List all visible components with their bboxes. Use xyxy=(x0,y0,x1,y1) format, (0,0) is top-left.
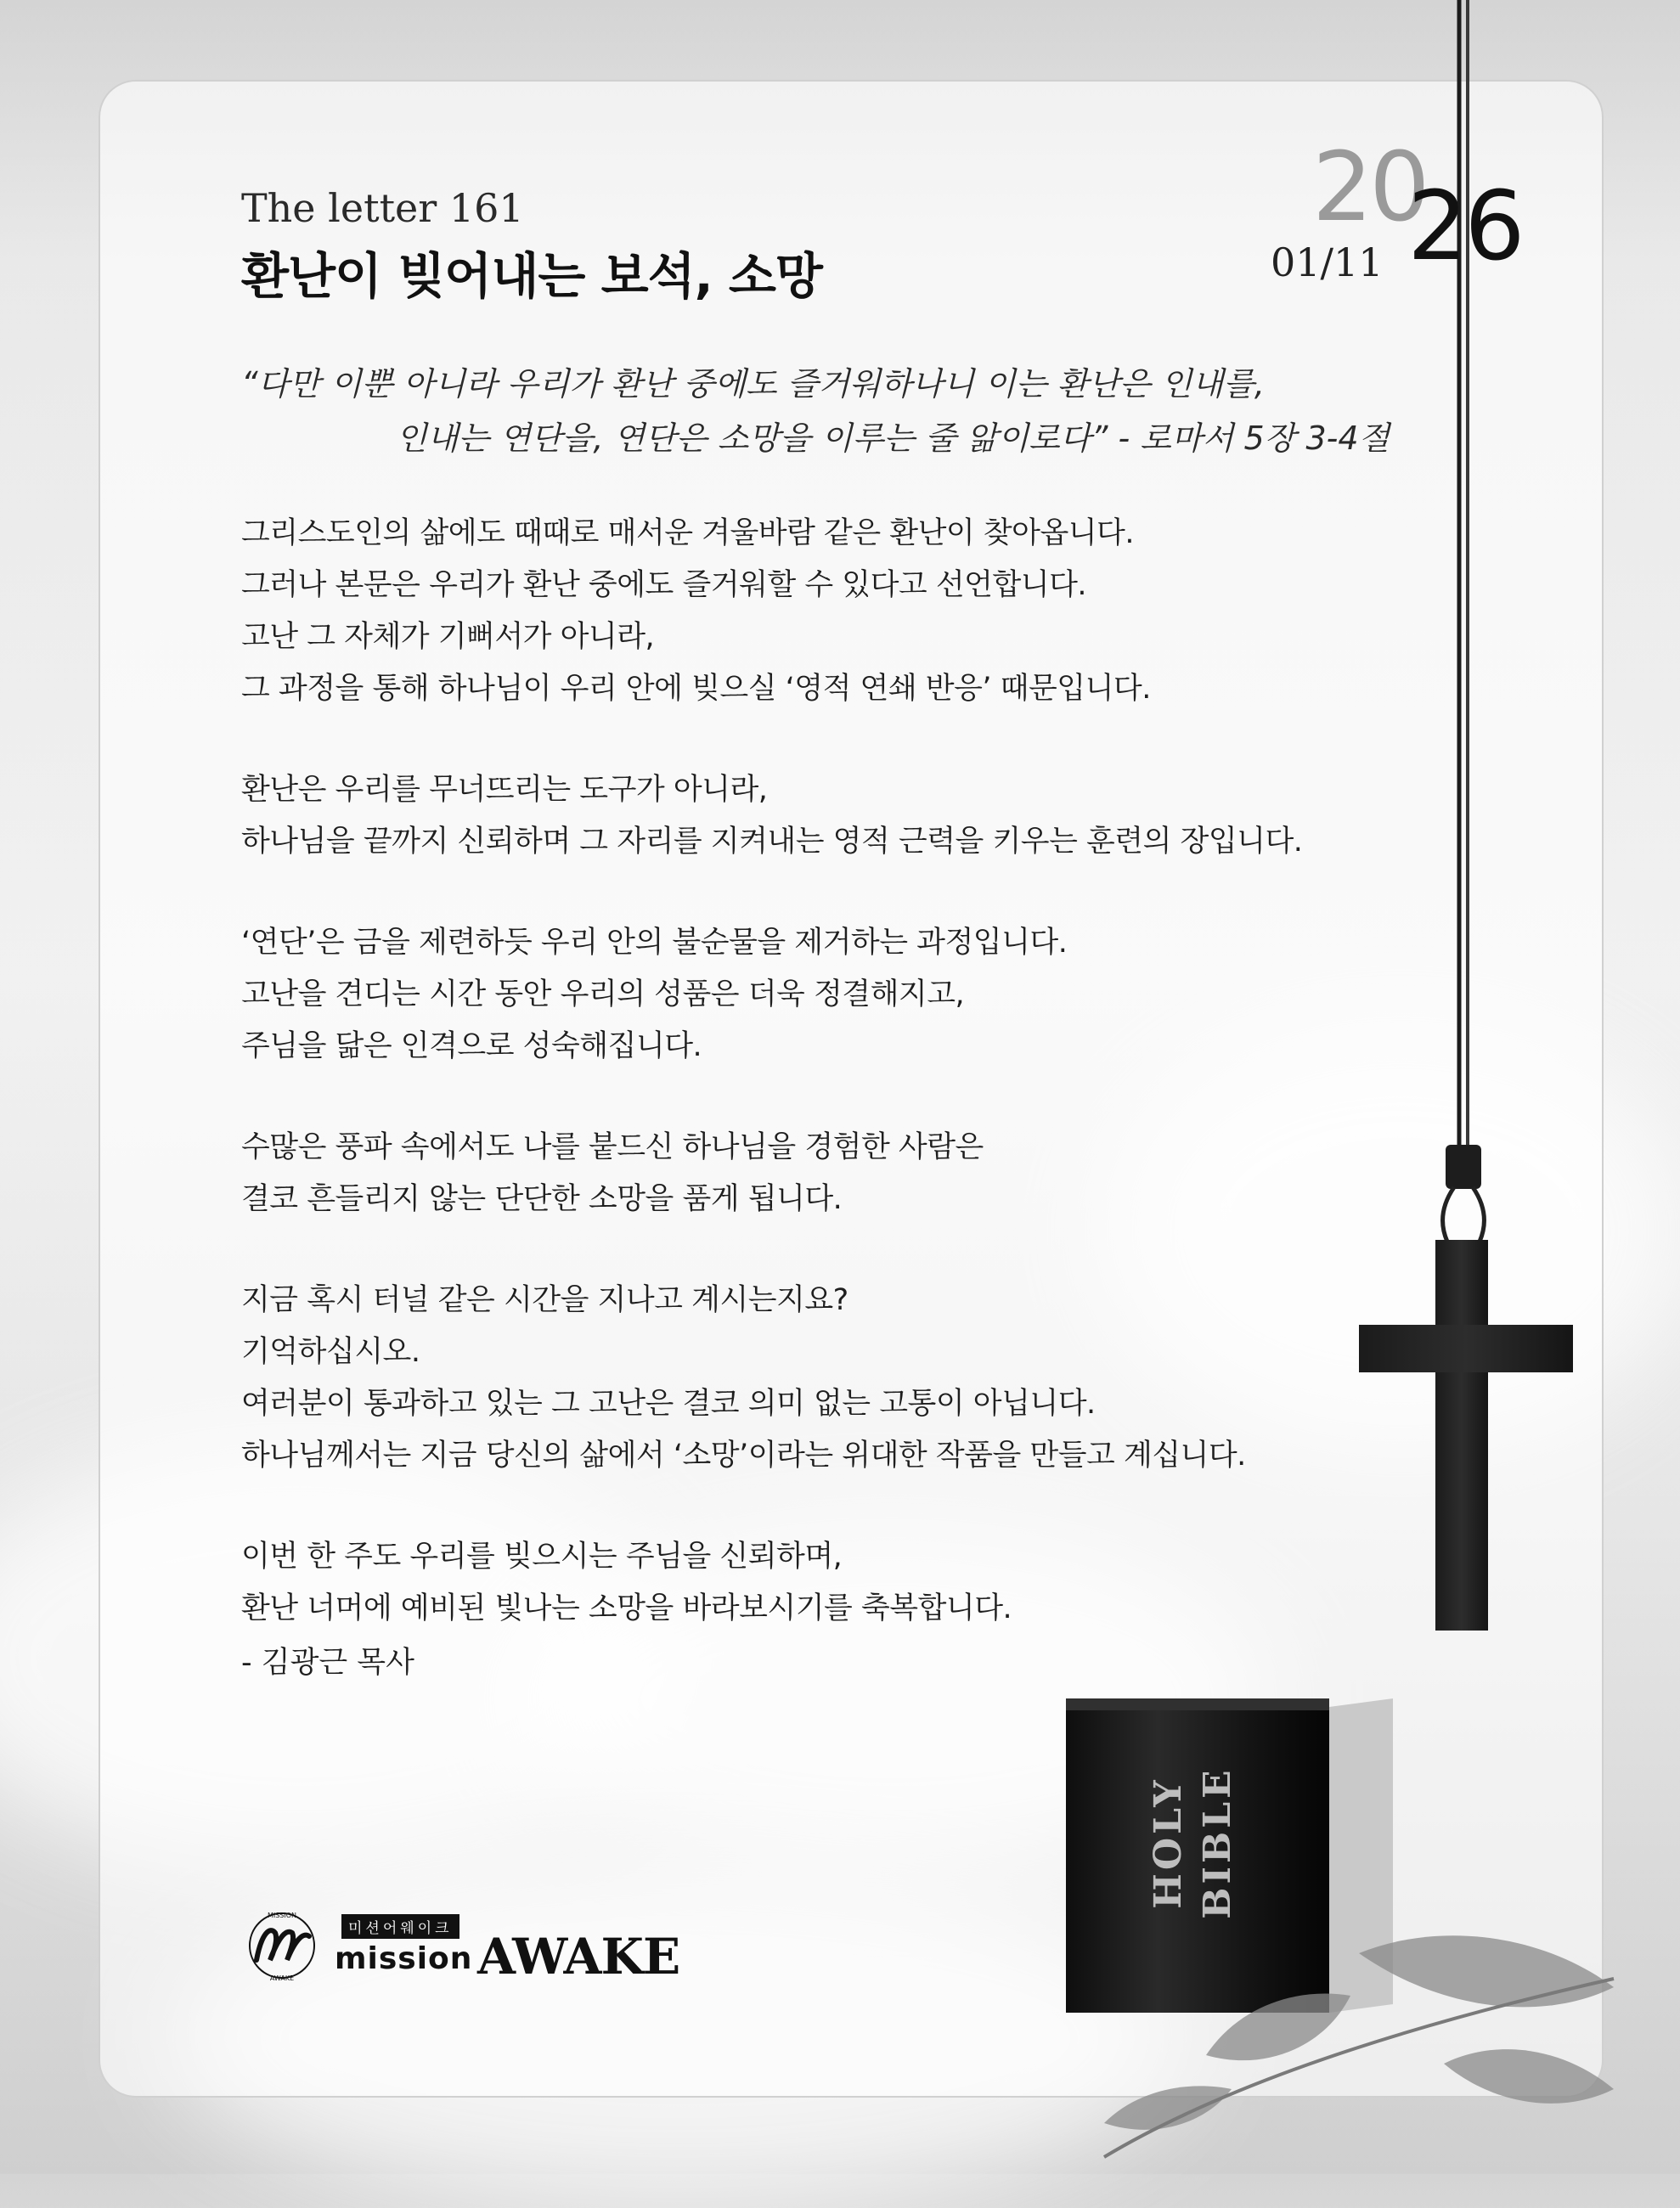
body-line: 하나님을 끝까지 신뢰하며 그 자리를 지켜내는 영적 근력을 키우는 훈련의 장입니다. xyxy=(241,825,1303,859)
body-line: 고난 그 자체가 기뻐서가 아니라, xyxy=(241,620,655,654)
body-line: 고난을 견디는 시간 동안 우리의 성품은 더욱 정결해지고, xyxy=(241,977,965,1011)
letter-number: The letter 161 xyxy=(241,185,524,231)
letter-body xyxy=(241,508,1413,1684)
body-line: 지금 혹시 터널 같은 시간을 지나고 계시는지요? xyxy=(241,1283,848,1317)
body-line: 하나님께서는 지금 당신의 삶에서 ‘소망’이라는 위대한 작품을 만들고 계십니다. xyxy=(241,1439,1246,1473)
paragraph xyxy=(241,508,1413,715)
letter-date: 01/11 xyxy=(1271,239,1384,285)
svg-text:AWAKE: AWAKE xyxy=(269,1974,295,1982)
logo-emblem-icon xyxy=(241,1907,326,1984)
body-line: 주님을 닮은 인격으로 성숙해집니다. xyxy=(241,1029,702,1063)
body-line: 기억하십시오. xyxy=(241,1335,420,1369)
body-line: ‘연단’은 금을 제련하듯 우리 안의 불순물을 제거하는 과정입니다. xyxy=(241,926,1068,960)
body-line: 그러나 본문은 우리가 환난 중에도 즐거워할 수 있다고 선언합니다. xyxy=(241,568,1087,602)
body-line: 결코 흔들리지 않는 단단한 소망을 품게 됩니다. xyxy=(241,1182,843,1216)
verse-line: 인내는 연단을, 연단은 소망을 이루는 줄 앎이로다” - 로마서 5장 3-4절 xyxy=(396,420,1390,457)
body-line: 여러분이 통과하고 있는 그 고난은 결코 의미 없는 고통이 아닙니다. xyxy=(241,1387,1096,1421)
verse-line: “다만 이뿐 아니라 우리가 환난 중에도 즐거워하나니 이는 환난은 인내를, xyxy=(241,365,1266,403)
signature: - 김광근 목사 xyxy=(241,1646,414,1680)
logo-korean-label: 미션어웨이크 xyxy=(341,1914,459,1939)
svg-text:MISSION: MISSION xyxy=(267,1912,297,1919)
paragraph xyxy=(241,1275,1413,1482)
body-line: 그리스도인의 삶에도 때때로 매서운 겨울바람 같은 환난이 찾아옵니다. xyxy=(241,516,1134,550)
body-line: 수많은 풍파 속에서도 나를 붙드신 하나님을 경험한 사람은 xyxy=(241,1130,984,1164)
paragraph xyxy=(241,764,1413,868)
body-line: 환난은 우리를 무너뜨리는 도구가 아니라, xyxy=(241,773,768,807)
paragraph xyxy=(241,917,1413,1073)
bible-spine-bible: BIBLE xyxy=(1196,1766,1239,1919)
body-line: 그 과정을 통해 하나님이 우리 안에 빚으실 ‘영적 연쇄 반응’ 때문입니다. xyxy=(241,672,1151,706)
logo-awake-text: AWAKE xyxy=(477,1928,680,1986)
year-digits-20: 20 xyxy=(1312,132,1427,243)
mission-awake-logo xyxy=(241,1907,700,1984)
bible-spine-holy: HOLY xyxy=(1147,1777,1190,1909)
body-line: 환난 너머에 예비된 빛나는 소망을 바라보시기를 축복합니다. xyxy=(241,1591,1012,1625)
scripture-verse xyxy=(241,357,1390,465)
body-line: 이번 한 주도 우리를 빚으시는 주님을 신뢰하며, xyxy=(241,1540,843,1574)
logo-mission-text: mission xyxy=(335,1941,473,1976)
paragraph xyxy=(241,1122,1413,1225)
year-second-digits: 26 xyxy=(1407,172,1522,282)
page-title: 환난이 빚어내는 보석, 소망 xyxy=(241,247,822,305)
paragraph xyxy=(241,1531,1413,1635)
